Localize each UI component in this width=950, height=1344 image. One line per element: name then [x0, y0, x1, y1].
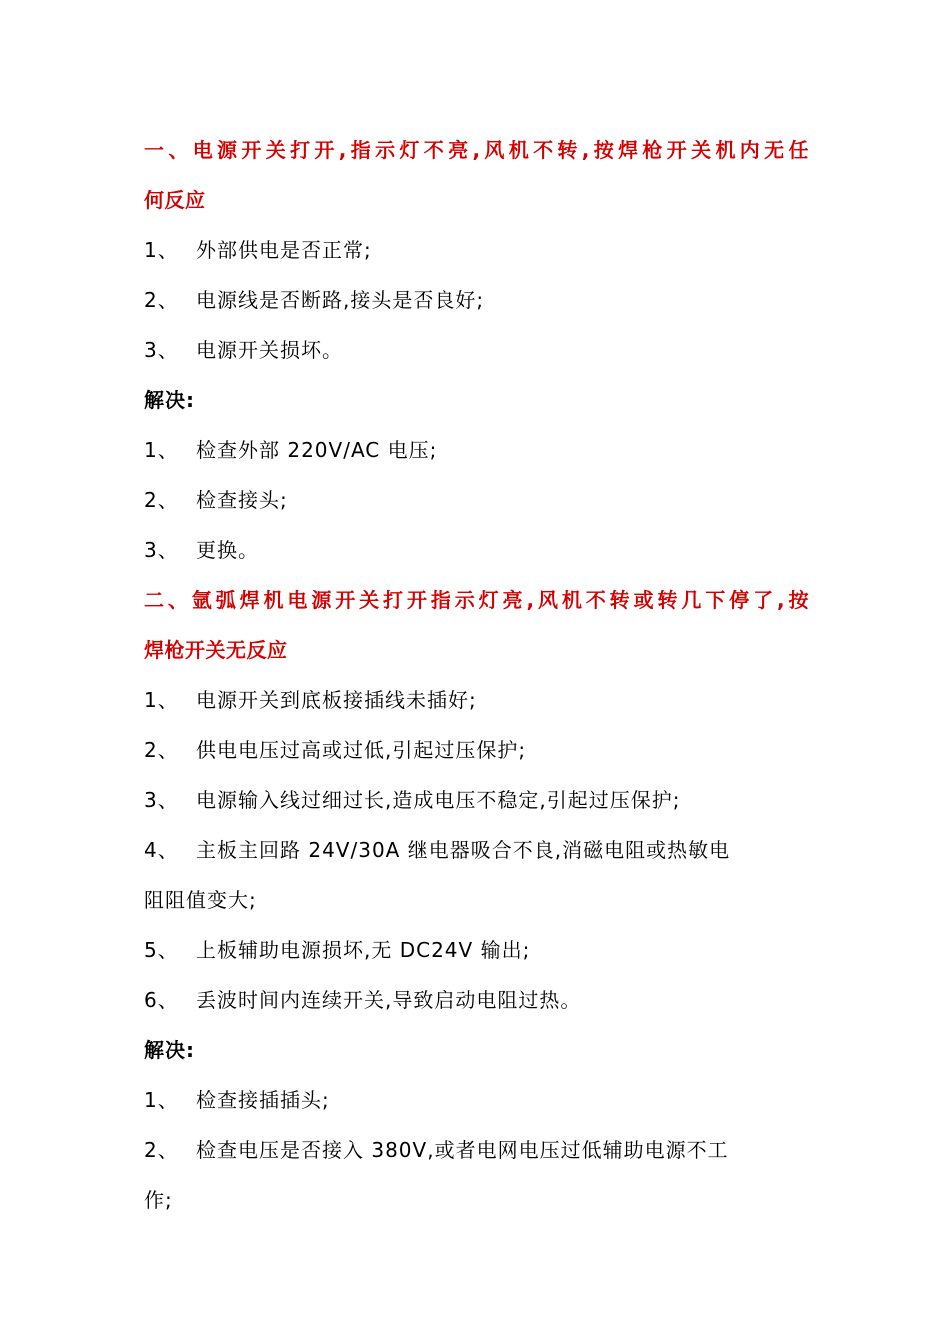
list-number: 1、 [144, 1088, 179, 1112]
list-number: 3、 [144, 788, 179, 812]
list-number: 5、 [144, 938, 179, 962]
list-number: 3、 [144, 538, 179, 562]
list-text: 检查电压是否接入 380V,或者电网电压过低辅助电源不工 [196, 1138, 729, 1162]
list-item-continuation: 作; [144, 1188, 173, 1212]
list-item [144, 925, 809, 975]
list-number: 2、 [144, 738, 179, 762]
list-text: 上板辅助电源损坏,无 DC24V 输出; [196, 938, 531, 962]
list-item [144, 1075, 809, 1125]
list-text: 电源开关到底板接插线未插好; [196, 688, 477, 712]
section1-heading-line2: 何反应 [144, 188, 206, 212]
list-number: 3、 [144, 338, 179, 362]
list-text: 供电电压过高或过低,引起过压保护; [196, 738, 527, 762]
list-text: 电源开关损坏。 [196, 338, 343, 362]
list-item [144, 1125, 809, 1175]
list-item [144, 675, 809, 725]
section2-heading-line1: 二、氩弧焊机电源开关打开指示灯亮,风机不转或转几下停了,按 [144, 588, 809, 612]
document-page [144, 125, 809, 1225]
list-text: 电源线是否断路,接头是否良好; [196, 288, 485, 312]
list-item [144, 275, 809, 325]
list-number: 1、 [144, 688, 179, 712]
list-number: 2、 [144, 488, 179, 512]
section2-solution-label: 解决: [144, 1038, 195, 1062]
list-number: 2、 [144, 1138, 179, 1162]
section1-solution-label: 解决: [144, 388, 195, 412]
list-text: 更换。 [196, 538, 259, 562]
list-text: 丢波时间内连续开关,导致启动电阻过热。 [196, 988, 582, 1012]
list-item [144, 525, 809, 575]
list-item [144, 725, 809, 775]
list-item [144, 225, 809, 275]
list-text: 检查接插插头; [196, 1088, 330, 1112]
list-item [144, 975, 809, 1025]
list-item [144, 775, 809, 825]
section1-heading-line1: 一、电源开关打开,指示灯不亮,风机不转,按焊枪开关机内无任 [144, 138, 809, 162]
list-item [144, 425, 809, 475]
list-text: 主板主回路 24V/30A 继电器吸合不良,消磁电阻或热敏电 [196, 838, 731, 862]
list-text: 检查外部 220V/AC 电压; [196, 438, 438, 462]
list-number: 1、 [144, 238, 179, 262]
list-item [144, 825, 809, 875]
list-item [144, 325, 809, 375]
list-number: 6、 [144, 988, 179, 1012]
list-number: 1、 [144, 438, 179, 462]
list-text: 电源输入线过细过长,造成电压不稳定,引起过压保护; [196, 788, 681, 812]
list-number: 4、 [144, 838, 179, 862]
list-number: 2、 [144, 288, 179, 312]
section2-heading-line2: 焊枪开关无反应 [144, 638, 288, 662]
list-item [144, 475, 809, 525]
list-text: 检查接头; [196, 488, 288, 512]
list-item-continuation: 阻阻值变大; [144, 888, 257, 912]
list-text: 外部供电是否正常; [196, 238, 372, 262]
